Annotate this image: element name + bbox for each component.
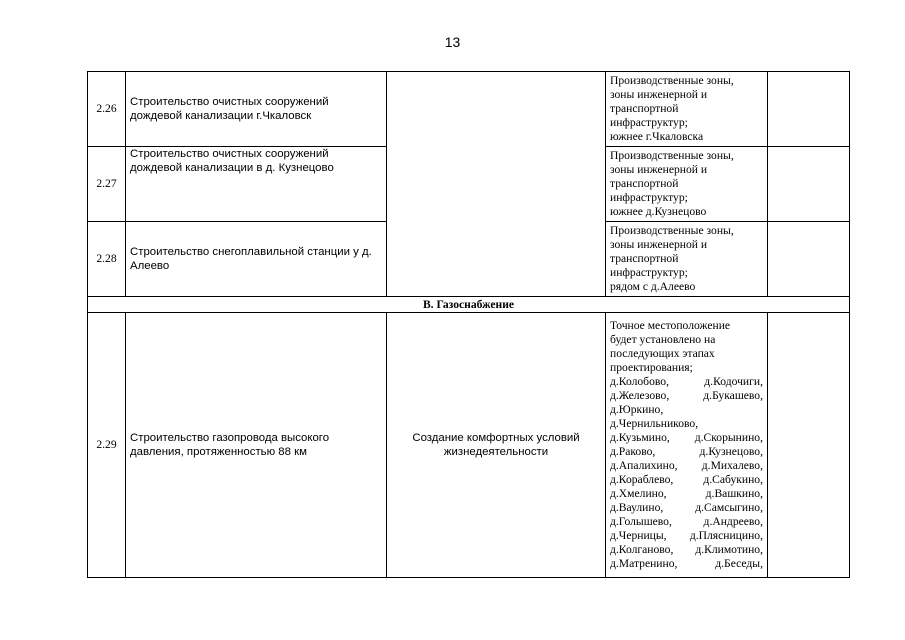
village-name: д.Голышево, [610, 515, 672, 528]
village-line [610, 557, 763, 571]
planning-table [87, 71, 850, 578]
location-cell [606, 313, 768, 578]
village-name: д.Раково, [610, 445, 656, 458]
village-line [610, 375, 763, 389]
location-line: инфраструктур; [610, 116, 688, 129]
object-name: Строительство очистных сооружений дождевой канализации г.Чкаловск [126, 72, 387, 147]
village-name: д.Климотино, [695, 543, 763, 556]
village-name: д.Самсыгино, [695, 501, 763, 514]
village-name: д.Скорынино, [694, 431, 763, 444]
location-line: южнее д.Кузнецово [610, 205, 707, 218]
village-line [610, 515, 763, 529]
village-name: д.Букашево, [703, 389, 763, 402]
village-line [610, 529, 763, 543]
location-line: Производственные зоны, [610, 149, 734, 162]
table-row-2-26 [88, 72, 850, 147]
village-line [610, 389, 763, 403]
location-line: будет установлено на [610, 333, 716, 346]
village-line [610, 459, 763, 473]
village-name: д.Кузнецово, [699, 445, 763, 458]
village-name: д.Кодочиги, [704, 375, 763, 388]
page-number: 13 [444, 34, 461, 50]
village-line: д.Юркино, [610, 403, 664, 416]
note-cell-empty [768, 313, 850, 578]
village-name: д.Черницы, [610, 529, 667, 542]
village-name: д.Кораблево, [610, 473, 674, 486]
village-name: д.Колобово, [610, 375, 669, 388]
location-cell [606, 72, 768, 147]
object-name: Строительство очистных сооружений дождевой канализации в д. Кузнецово [126, 147, 387, 222]
location-cell [606, 147, 768, 222]
object-name: Строительство газопровода высокого давления, протяженностью 88 км [126, 313, 387, 578]
section-header-row [88, 297, 850, 313]
location-line: транспортной [610, 252, 679, 265]
village-name: д.Плясницино, [689, 529, 763, 542]
village-line [610, 487, 763, 501]
village-name: д.Андреево, [703, 515, 763, 528]
village-line [610, 473, 763, 487]
village-line [610, 501, 763, 515]
location-line: инфраструктур; [610, 191, 688, 204]
location-line: инфраструктур; [610, 266, 688, 279]
village-line [610, 543, 763, 557]
location-line: последующих этапах [610, 347, 715, 360]
location-line: проектирования; [610, 361, 693, 374]
section-title: В. Газоснабжение [88, 297, 850, 313]
village-name: д.Ваулино, [610, 501, 664, 514]
location-line: транспортной [610, 177, 679, 190]
row-number: 2.26 [88, 72, 126, 147]
note-cell-empty [768, 222, 850, 297]
village-name: д.Хмелино, [610, 487, 667, 500]
village-name: д.Вашкино, [705, 487, 763, 500]
location-line: южнее г.Чкаловска [610, 130, 704, 143]
row-number: 2.27 [88, 147, 126, 222]
village-name: д.Матренино, [610, 557, 678, 570]
location-line: зоны инженерной и [610, 88, 708, 101]
location-line: рядом с д.Алеево [610, 280, 696, 293]
location-line: Производственные зоны, [610, 74, 734, 87]
location-cell [606, 222, 768, 297]
location-line: транспортной [610, 102, 679, 115]
location-line: Точное местоположение [610, 319, 731, 332]
note-cell-empty [768, 72, 850, 147]
row-number: 2.29 [88, 313, 126, 578]
villages-list [610, 375, 763, 571]
row-number: 2.28 [88, 222, 126, 297]
village-name: д.Железово, [610, 389, 670, 402]
village-name: д.Сабукино, [703, 473, 763, 486]
village-name: д.Беседы, [715, 557, 763, 570]
village-line: д.Чернильниково, [610, 417, 699, 430]
purpose-text: Создание комфортных условий жизнедеятельности [387, 313, 606, 578]
location-line: зоны инженерной и [610, 163, 708, 176]
location-line: зоны инженерной и [610, 238, 708, 251]
village-line [610, 431, 763, 445]
object-name: Строительство снегоплавильной станции у д. Алеево [126, 222, 387, 297]
table-row-2-29 [88, 313, 850, 578]
village-name: д.Колганово, [610, 543, 674, 556]
purpose-cell-empty [387, 72, 606, 297]
village-name: д.Кузьмино, [610, 431, 670, 444]
village-name: д.Апалихино, [610, 459, 678, 472]
village-name: д.Михалево, [701, 459, 763, 472]
note-cell-empty [768, 147, 850, 222]
location-line: Производственные зоны, [610, 224, 734, 237]
village-line [610, 445, 763, 459]
